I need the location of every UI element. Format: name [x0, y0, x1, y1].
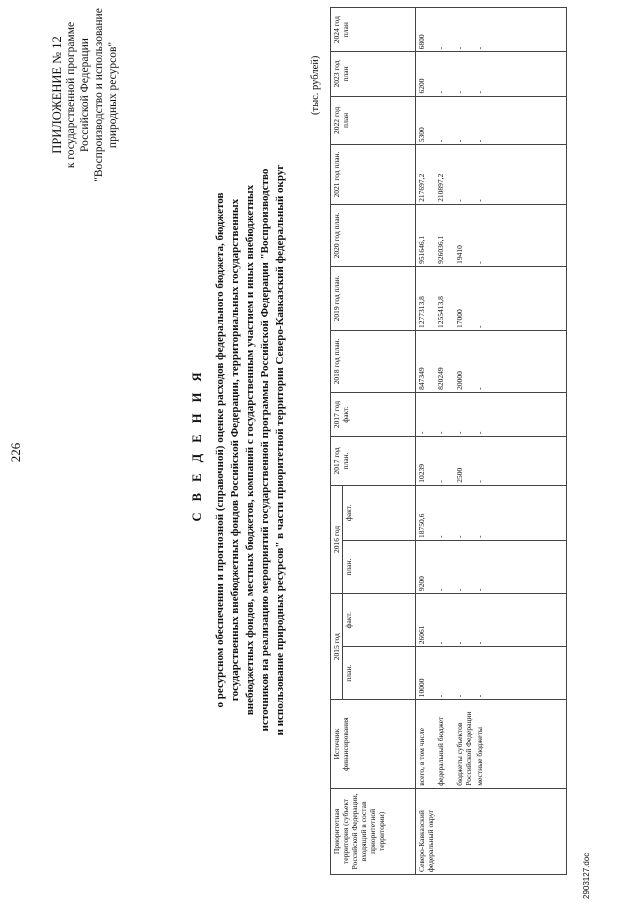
value-cell: 5300 — [416, 96, 436, 145]
value-cell: 20000 — [454, 330, 474, 392]
appendix-number: ПРИЛОЖЕНИЕ № 12 — [50, 36, 64, 154]
value-cell: - — [474, 8, 567, 52]
value-cell: 210897,2 — [435, 145, 454, 205]
appendix-line: природных ресурсов" — [107, 41, 119, 149]
value-cell: 2500 — [454, 437, 474, 486]
table-body — [416, 8, 567, 875]
table-row — [416, 8, 436, 875]
value-cell: 1255413,8 — [435, 266, 454, 330]
header-2015-plan: план. — [343, 647, 416, 700]
value-cell: - — [435, 485, 454, 540]
table-row — [454, 8, 474, 875]
appendix-line: "Воспроизводство и использование — [93, 8, 105, 182]
value-cell: - — [474, 204, 567, 266]
table-header — [331, 8, 416, 875]
value-cell: - — [474, 541, 567, 594]
header-2017-fact: 2017 год факт. — [331, 392, 416, 436]
value-cell: - — [454, 594, 474, 647]
header-2015-fact: факт. — [343, 594, 416, 647]
value-cell: - — [474, 437, 567, 486]
value-cell: - — [474, 96, 567, 145]
value-cell: - — [474, 266, 567, 330]
value-cell: - — [454, 647, 474, 700]
value-cell: - — [435, 647, 454, 700]
appendix-line: к государственной программе — [65, 21, 77, 169]
value-cell: - — [454, 8, 474, 52]
subtitle-line: государственных внебюджетных фондов Российской Федерации, территориальных государственных — [229, 198, 241, 702]
subtitle-line: и использование природных ресурсов" в части приоритетной территории Северо-Кавказский федеральный округ — [274, 164, 286, 736]
header-2022: 2022 год план — [331, 96, 416, 145]
table-row — [474, 8, 567, 875]
value-cell: 18750,6 — [416, 485, 436, 540]
header-2023: 2023 год план — [331, 52, 416, 96]
value-cell: 820249 — [435, 330, 454, 392]
value-cell: - — [474, 485, 567, 540]
page-number: 226 — [8, 442, 23, 463]
header-2018: 2018 год план. — [331, 330, 416, 392]
value-cell: 951646,1 — [416, 204, 436, 266]
value-cell: - — [435, 392, 454, 436]
value-cell: - — [454, 485, 474, 540]
header-2024: 2024 год план — [331, 8, 416, 52]
value-cell: - — [474, 330, 567, 392]
value-cell: - — [454, 145, 474, 205]
value-cell: 26061 — [416, 594, 436, 647]
value-cell: - — [435, 8, 454, 52]
value-cell: - — [454, 52, 474, 96]
value-cell: 6200 — [416, 52, 436, 96]
subtitle-line: источников на реализацию мероприятий государственной программы Российской Федерации "Воспроизводство — [259, 168, 271, 732]
value-cell: 847349 — [416, 330, 436, 392]
value-cell: - — [435, 96, 454, 145]
value-cell: 9200 — [416, 541, 436, 594]
value-cell: - — [435, 594, 454, 647]
value-cell: 1277313,8 — [416, 266, 436, 330]
value-cell: - — [474, 392, 567, 436]
value-cell: - — [435, 52, 454, 96]
subtitle-line: внебюджетных фондов, местных бюджетов, компаний с государственным участием и иных внебюджетных — [244, 184, 256, 716]
units-label: (тыс. рублей) — [310, 55, 321, 115]
header-2020: 2020 год план. — [331, 204, 416, 266]
value-cell: - — [474, 647, 567, 700]
value-cell: - — [435, 541, 454, 594]
document-subtitle — [213, 25, 288, 875]
value-cell: 217697,2 — [416, 145, 436, 205]
value-cell: - — [454, 541, 474, 594]
appendix-header — [50, 5, 120, 185]
document-title: С В Е Д Е Н И Я — [190, 368, 204, 522]
header-source: Источник финансирования — [331, 700, 416, 788]
value-cell: 19410 — [454, 204, 474, 266]
value-cell: - — [416, 392, 436, 436]
value-cell: 926036,1 — [435, 204, 454, 266]
appendix-line: Российской Федерации — [79, 38, 91, 152]
value-cell: - — [454, 96, 474, 145]
source-cell: местные бюджеты — [474, 700, 567, 788]
territory-cell: Северо-Кавказский федеральный округ — [416, 788, 567, 874]
header-2017-plan: 2017 год план. — [331, 437, 416, 486]
header-2015: 2015 год — [331, 594, 343, 700]
value-cell: - — [474, 594, 567, 647]
funding-table — [330, 7, 567, 875]
source-cell: федеральный бюджет — [435, 700, 454, 788]
value-cell: 10000 — [416, 647, 436, 700]
value-cell: 6800 — [416, 8, 436, 52]
header-2016-plan: план. — [343, 541, 416, 594]
source-cell: бюджеты субъектов Российской Федерации — [454, 700, 474, 788]
document-code: 2903127.doc — [582, 852, 591, 899]
header-2016: 2016 год — [331, 485, 343, 593]
header-2021: 2021 год план. — [331, 145, 416, 205]
source-cell: всего, в том числе — [416, 700, 436, 788]
value-cell: - — [474, 145, 567, 205]
value-cell: 17000 — [454, 266, 474, 330]
header-territory: Приоритетная территория (субъект Российской Федерации, входящий в состав приоритетной территории) — [331, 788, 416, 874]
table-row — [435, 8, 454, 875]
value-cell: - — [474, 52, 567, 96]
header-2019: 2019 год план. — [331, 266, 416, 330]
value-cell: 10239 — [416, 437, 436, 486]
value-cell: - — [435, 437, 454, 486]
subtitle-line: о ресурсном обеспечении и прогнозной (справочной) оценке расходов федерального бюджета, бюджетов — [214, 192, 226, 708]
header-2016-fact: факт. — [343, 485, 416, 540]
value-cell: - — [454, 392, 474, 436]
